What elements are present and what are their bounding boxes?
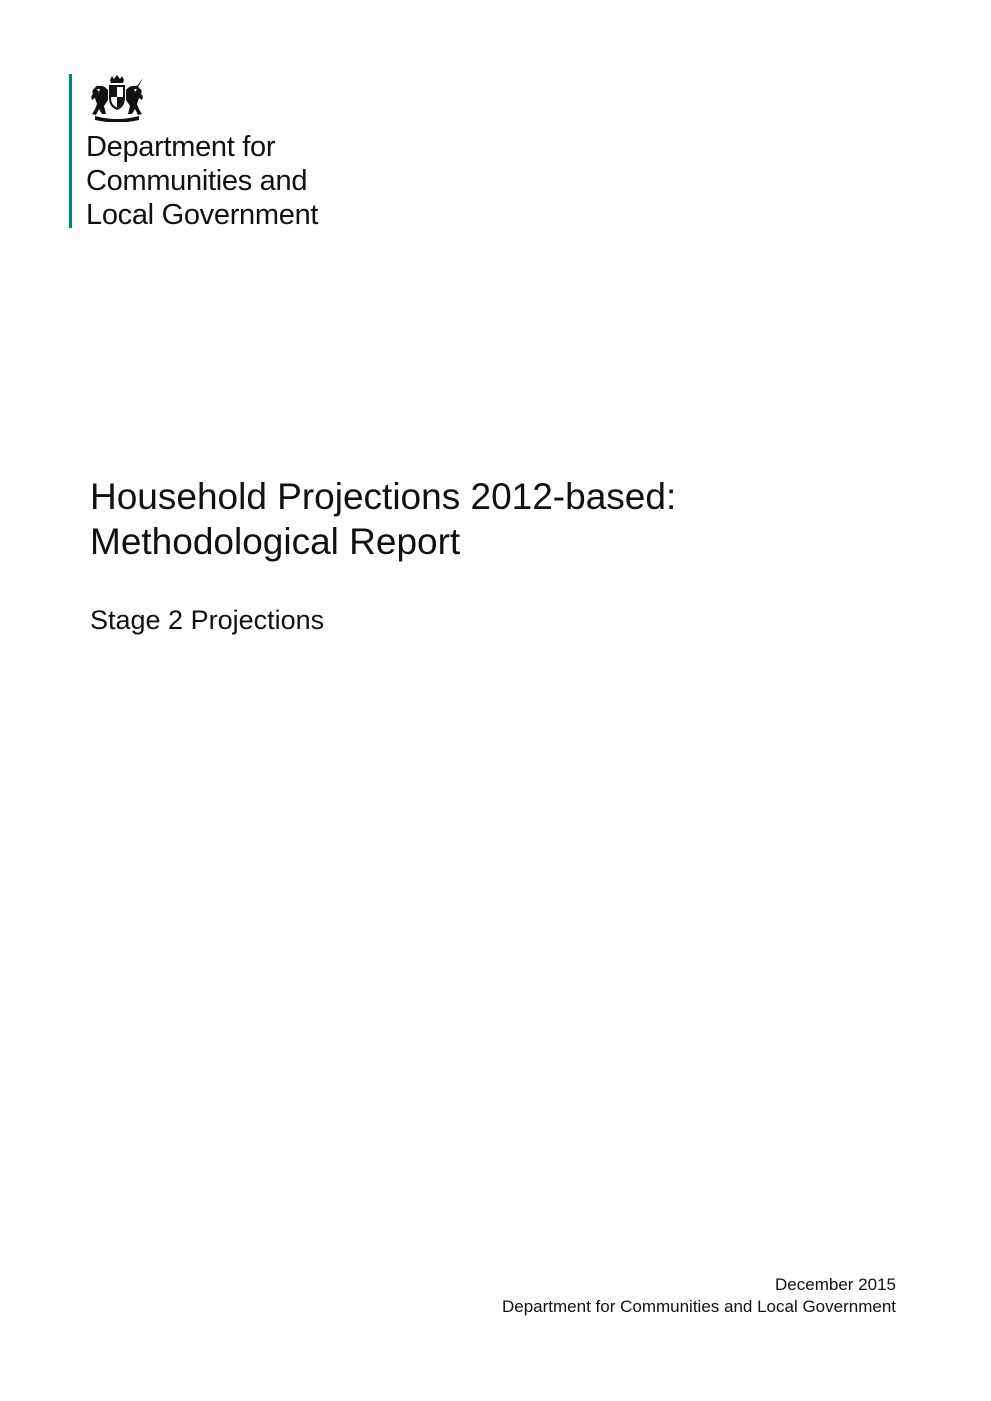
royal-coat-of-arms-icon [87, 74, 147, 122]
department-name-line: Department for [86, 131, 276, 163]
department-name-line: Communities and [86, 165, 308, 197]
document-title-line: Household Projections 2012-based: [90, 476, 677, 517]
department-logo [69, 74, 319, 231]
publication-footer [502, 1274, 896, 1318]
publisher-name: Department for Communities and Local Government [501, 1297, 896, 1316]
document-subtitle: Stage 2 Projections [90, 605, 325, 635]
department-name-line: Local Government [86, 199, 319, 231]
document-title [90, 474, 910, 564]
publication-date: December 2015 [775, 1275, 896, 1294]
document-title-line: Methodological Report [90, 521, 461, 562]
department-name [86, 130, 318, 232]
